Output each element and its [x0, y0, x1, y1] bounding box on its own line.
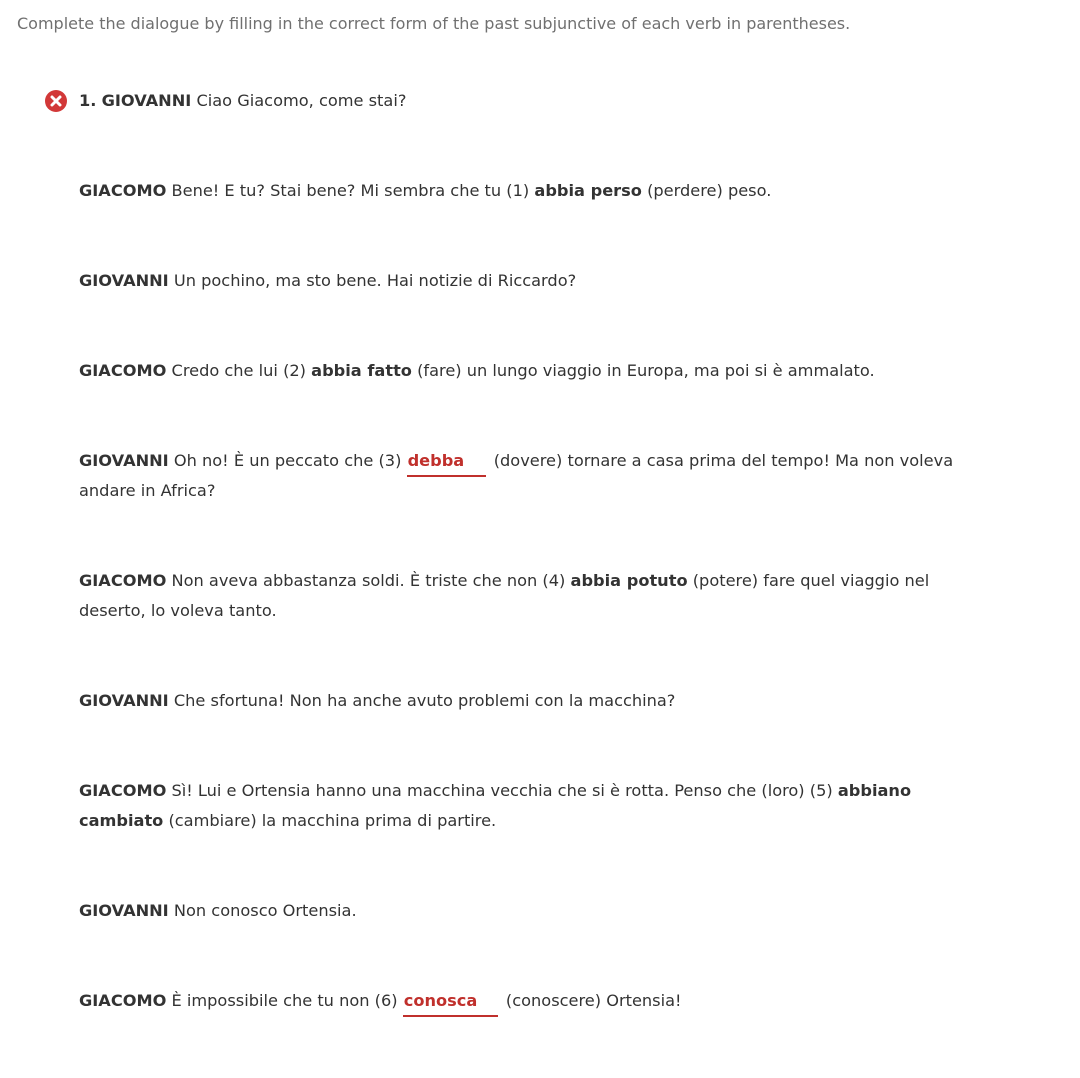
answer-2: abbia fatto — [311, 361, 412, 380]
question-number: 1. — [79, 91, 97, 110]
dialogue-line-5 — [79, 446, 979, 506]
speaker-name: GIOVANNI — [79, 451, 169, 470]
dialogue-line-7 — [79, 686, 979, 716]
line-text: (conoscere) Ortensia! — [505, 991, 682, 1010]
dialogue-line-2 — [79, 176, 979, 206]
speaker-name: GIOVANNI — [79, 691, 169, 710]
line-text: Bene! E tu? Stai bene? Mi sembra che tu (1) — [171, 181, 530, 200]
dialogue-line-9 — [79, 896, 979, 926]
line-text: Che sfortuna! Non ha anche avuto problemi con la macchina? — [173, 691, 676, 710]
dialogue-line-6 — [79, 566, 979, 626]
answer-4: abbia potuto — [570, 571, 688, 590]
speaker-name: GIOVANNI — [79, 901, 169, 920]
dialogue-line-10 — [79, 986, 979, 1016]
answer-5: abbiano cambiato — [79, 781, 912, 830]
dialogue-line-8 — [79, 776, 979, 836]
line-text: Non conosco Ortensia. — [173, 901, 357, 920]
answer-input-6[interactable]: conosca — [403, 986, 498, 1016]
answer-input-3[interactable]: debba — [407, 446, 486, 476]
line-text: Oh no! È un peccato che (3) — [173, 451, 402, 470]
speaker-name: GIOVANNI — [101, 91, 192, 110]
line-text: (cambiare) la macchina prima di partire. — [168, 811, 497, 830]
line-text: Sì! Lui e Ortensia hanno una macchina vecchia che si è rotta. Penso che (loro) (5) — [171, 781, 833, 800]
dialogue-line-4 — [79, 356, 979, 386]
speaker-name: GIOVANNI — [79, 271, 169, 290]
line-text: (dovere) tornare a casa prima del tempo! Ma non voleva andare in Africa? — [79, 451, 954, 500]
line-text: Credo che lui (2) — [171, 361, 306, 380]
error-x-circle-icon — [45, 90, 67, 112]
line-text: (potere) fare quel viaggio nel deserto, lo voleva tanto. — [79, 571, 930, 620]
line-text: Ciao Giacomo, come stai? — [196, 91, 407, 110]
line-text: Un pochino, ma sto bene. Hai notizie di Riccardo? — [173, 271, 577, 290]
line-text: Non aveva abbastanza soldi. È triste che non (4) — [171, 571, 566, 590]
instructions: Complete the dialogue by filling in the correct form of the past subjunctive of each verb in parentheses. — [17, 14, 851, 33]
speaker-name: GIACOMO — [79, 781, 167, 800]
speaker-name: GIACOMO — [79, 571, 167, 590]
line-text: (fare) un lungo viaggio in Europa, ma poi si è ammalato. — [417, 361, 875, 380]
dialogue-line-1 — [79, 86, 979, 116]
speaker-name: GIACOMO — [79, 991, 167, 1010]
line-text: È impossibile che tu non (6) — [171, 991, 398, 1010]
speaker-name: GIACOMO — [79, 361, 167, 380]
speaker-name: GIACOMO — [79, 181, 167, 200]
dialogue-line-3 — [79, 266, 979, 296]
line-text: (perdere) peso. — [647, 181, 772, 200]
answer-1: abbia perso — [534, 181, 642, 200]
